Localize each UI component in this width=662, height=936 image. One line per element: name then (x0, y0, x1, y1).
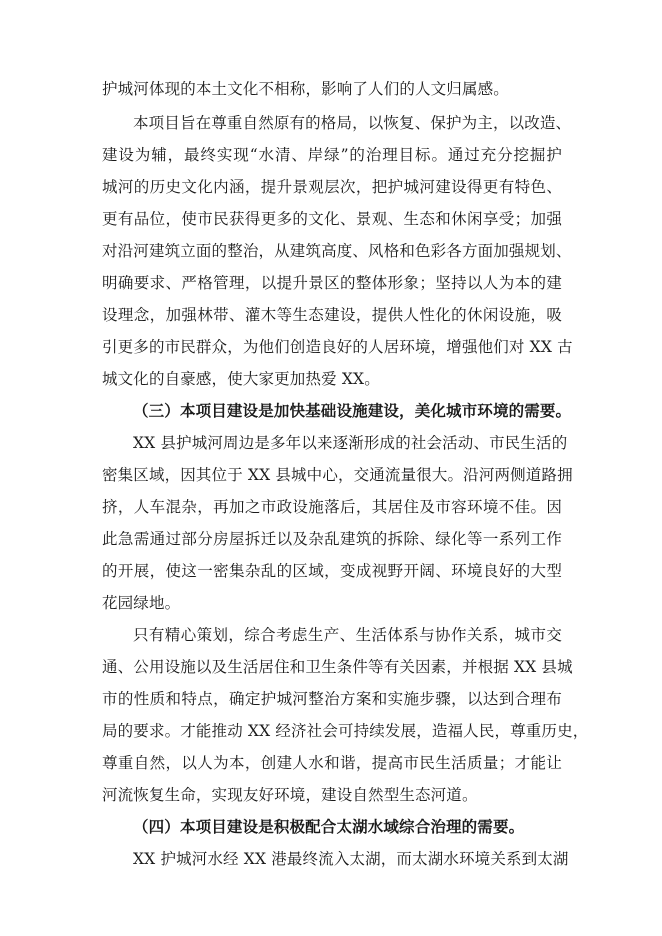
text-line-17: 花园绿地。 (102, 594, 181, 612)
text-line-18: 只有精心策划，综合考虑生产、生活体系与协作关系，城市交 (133, 626, 562, 644)
text-line-8: 设理念，加强林带、灌木等生态建设，提供人性化的休闲设施，吸 (102, 306, 562, 324)
text-line-9: 引更多的市民群众，为他们创造良好的人居环境，增强他们对 XX 古 (102, 338, 573, 356)
text-line-13: 密集区域，因其位于 XX 县城中心，交通流量很大。沿河两侧道路拥 (102, 466, 573, 484)
text-line-12: XX 县护城河周边是多年以来逐渐形成的社会活动、市民生活的 (133, 434, 568, 452)
text-line-16: 的开展，使这一密集杂乱的区域，变成视野开阔、环境良好的大型 (102, 562, 562, 580)
text-line-10: 城文化的自豪感，使大家更加热爱 XX。 (102, 370, 380, 388)
text-line-6: 对沿河建筑立面的整治，从建筑高度、风格和色彩各方面加强规划、 (102, 242, 572, 260)
text-line-22: 尊重自然，以人为本，创建人水和谐，提高市民生活质量；才能让 (102, 754, 562, 772)
section-heading-3: （三）本项目建设是加快基础设施建设，美化城市环境的需要。 (133, 401, 572, 420)
text-line-5: 更有品位，使市民获得更多的文化、景观、生态和休闲享受；加强 (102, 210, 562, 228)
text-line-23: 河流恢复生命，实现友好环境，建设自然型生态河道。 (102, 786, 478, 804)
text-line-20: 市的性质和特点，确定护城河整治方案和实施步骤，以达到合理布 (102, 690, 562, 708)
text-line-7: 明确要求、严格管理，以提升景区的整体形象；坚持以人为本的建 (102, 274, 562, 292)
text-line-21: 局的要求。才能推动 XX 经济社会可持续发展，造福人民，尊重历史， (102, 722, 589, 740)
text-line-1: 护城河体现的本土文化不相称，影响了人们的人文归属感。 (102, 80, 509, 98)
text-line-4: 城河的历史文化内涵，提升景观层次，把护城河建设得更有特色、 (102, 178, 562, 196)
text-line-3: 建设为辅，最终实现“水清、岸绿”的治理目标。通过充分挖掘护 (102, 146, 562, 164)
text-line-19: 通、公用设施以及生活居住和卫生条件等有关因素，并根据 XX 县城 (102, 658, 573, 676)
text-line-14: 挤，人车混杂，再加之市政设施落后，其居住及市容环境不佳。因 (102, 498, 562, 516)
section-heading-4: （四）本项目建设是积极配合太湖水域综合治理的需要。 (133, 817, 525, 836)
text-line-2: 本项目旨在尊重自然原有的格局，以恢复、保护为主，以改造、 (133, 114, 572, 132)
text-line-15: 此急需通过部分房屋拆迁以及杂乱建筑的拆除、绿化等一系列工作 (102, 530, 562, 548)
text-line-25: XX 护城河水经 XX 港最终流入太湖，而太湖水环境关系到太湖 (133, 850, 569, 868)
